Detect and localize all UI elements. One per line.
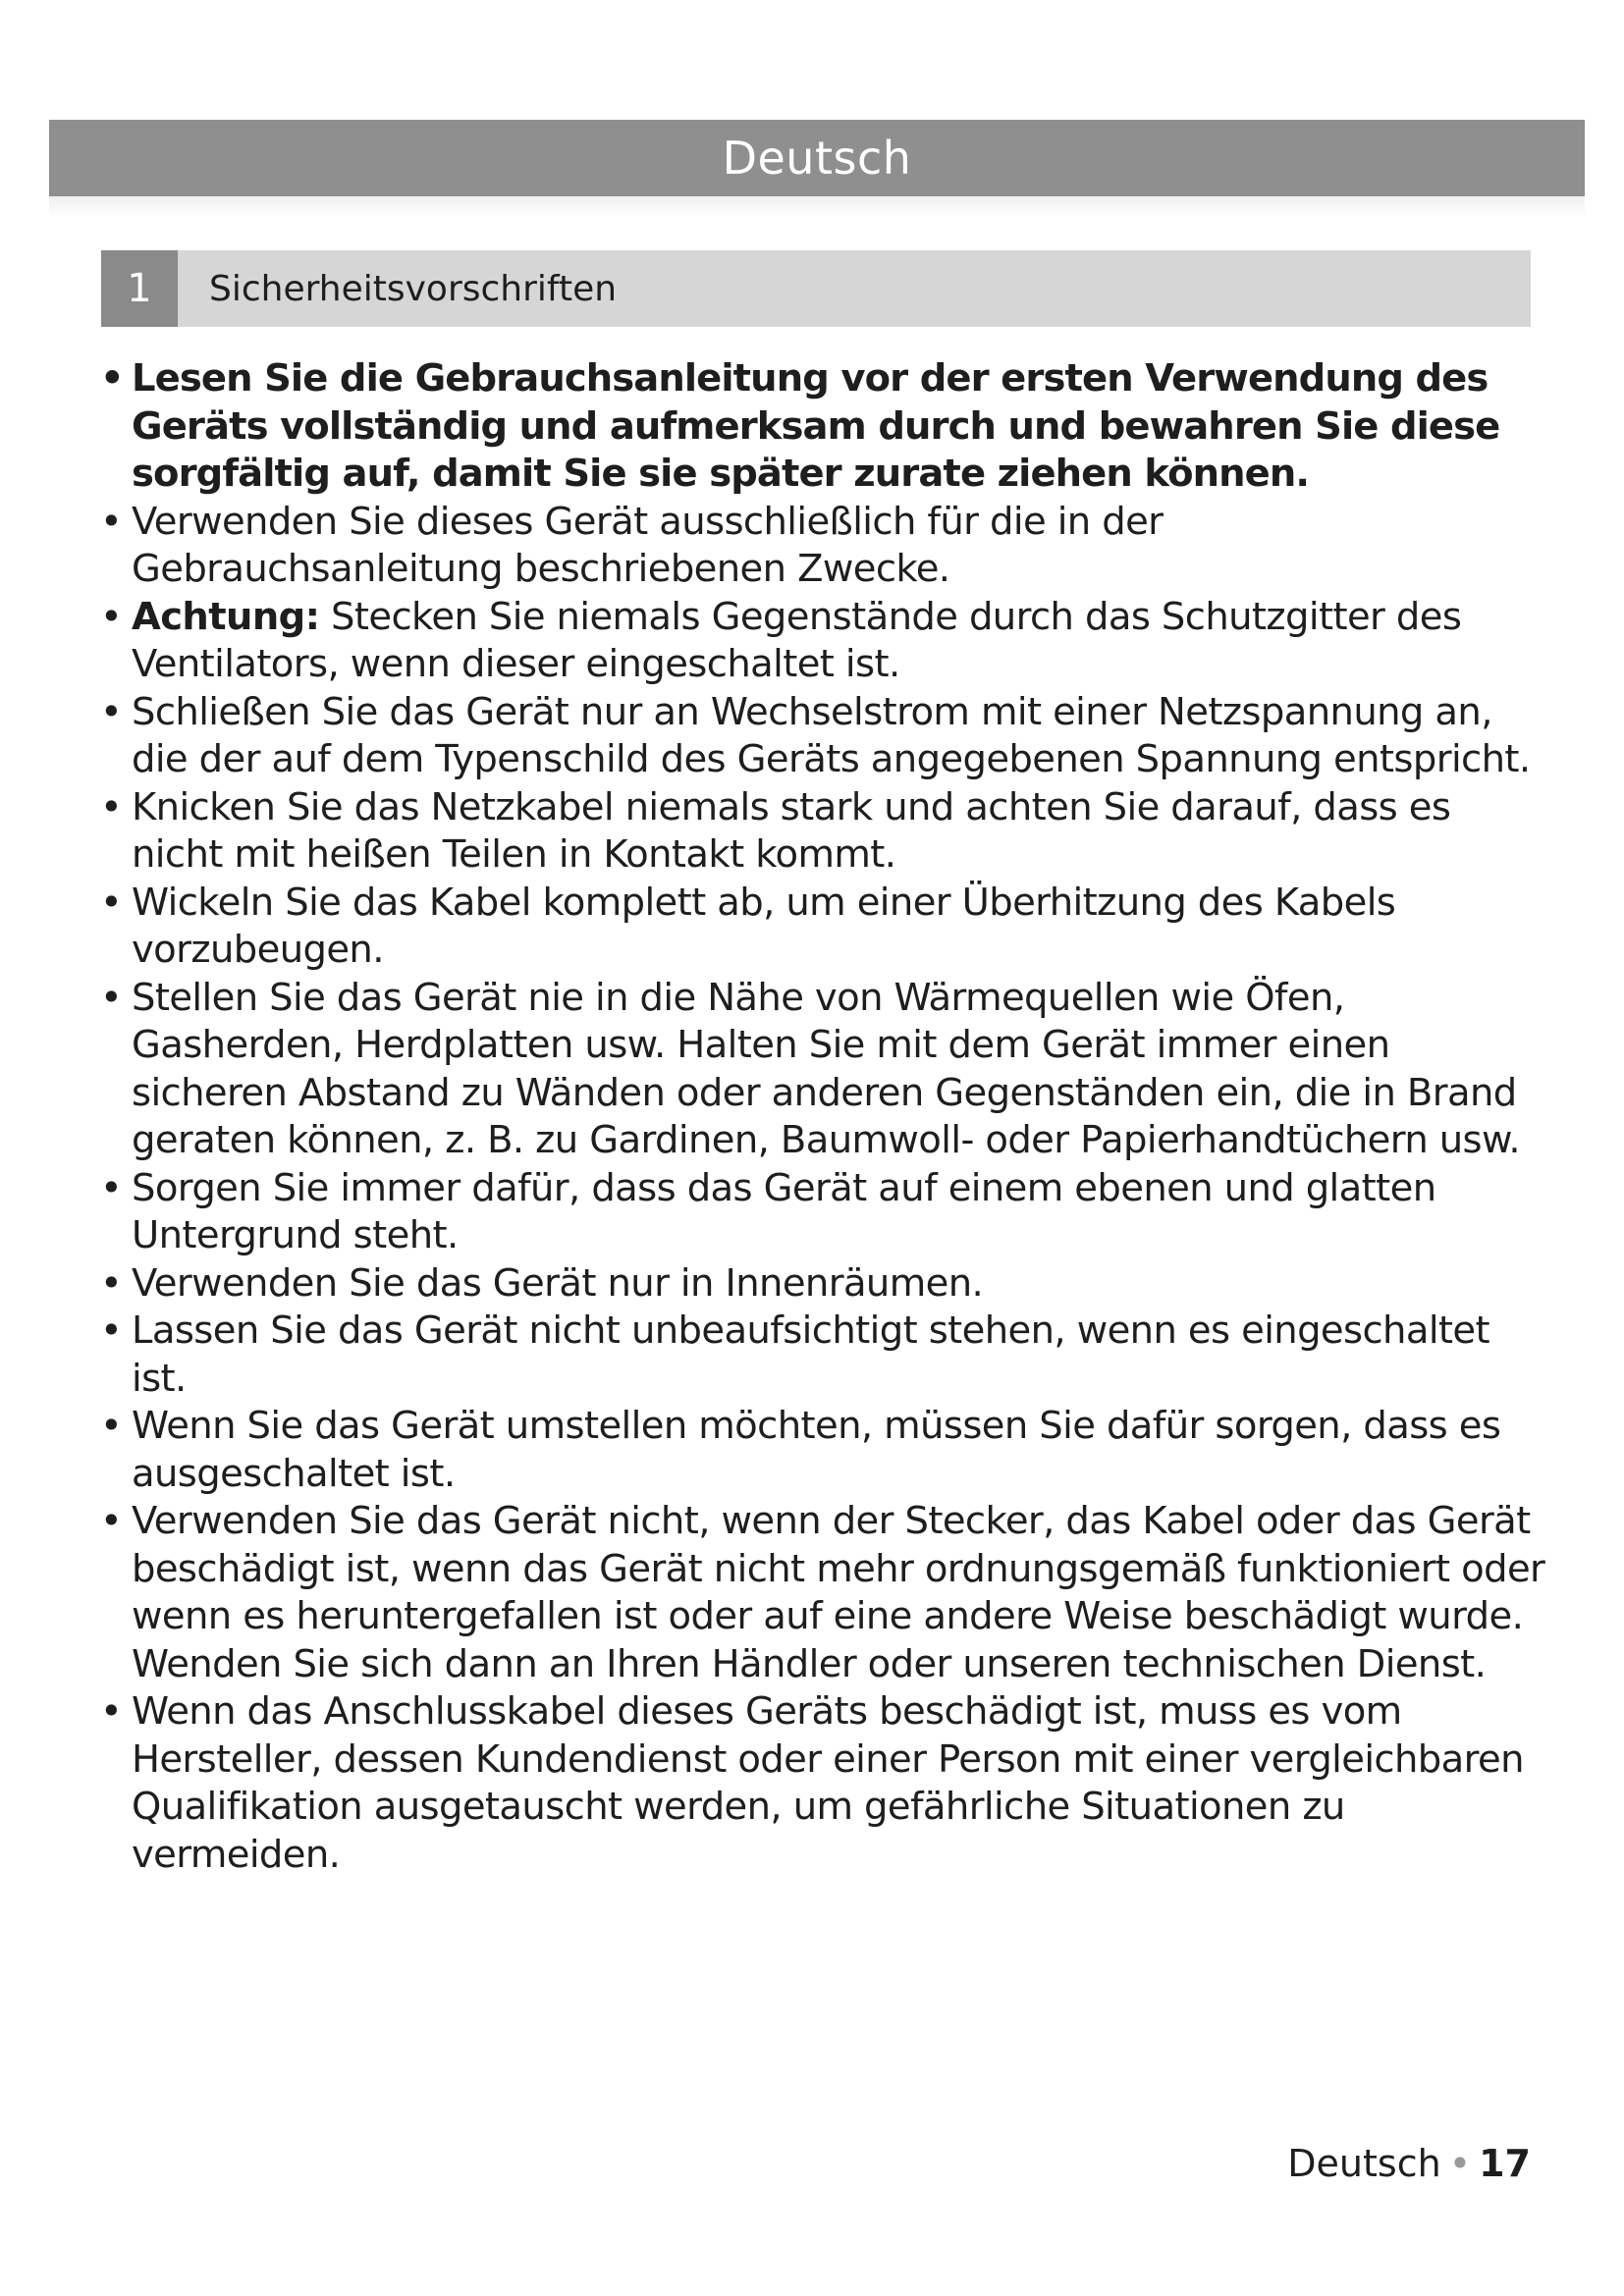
list-item [0,594,1545,689]
list-item [0,1498,1545,1688]
bullet-icon: • [100,975,123,1020]
bullet-icon: • [100,356,124,400]
list-item-text: Lassen Sie das Gerät nicht unbeaufsichtigt stehen, wenn es eingeschaltet ist. [132,1308,1490,1401]
list-item-text: Verwenden Sie dieses Gerät ausschließlich für die in der Gebrauchsanleitung beschriebenen Zwecke. [132,499,1164,591]
safety-instructions-list [0,355,1545,1879]
footer-language: Deutsch [1287,2142,1441,2185]
list-item-text: Lesen Sie die Gebrauchsanleitung vor der ersten Verwendung des Geräts vollständig und aufmerksam durch und bewahren Sie diese sorgfältig auf, damit Sie sie später zurate ziehen können. [132,356,1500,496]
list-item [0,880,1545,975]
page-footer [1287,2142,1531,2185]
list-item [0,499,1545,594]
bullet-icon: • [100,1165,123,1210]
list-item-text: Stecken Sie niemals Gegenstände durch das Schutzgitter des Ventilators, wenn dieser eingeschaltet ist. [132,594,1462,686]
bullet-icon: • [100,594,123,639]
list-item-text: Wenn das Anschlusskabel dieses Geräts beschädigt ist, muss es vom Hersteller, dessen Kundendienst oder einer Person mit einer vergleichbaren Qualifikation ausgetauscht werden, um gefährliche Situationen zu vermeiden. [132,1689,1524,1877]
footer-separator: • [1448,2142,1472,2185]
list-item [0,784,1545,880]
list-item [0,1688,1545,1879]
language-banner [49,120,1585,196]
bullet-icon: • [100,1308,123,1353]
bullet-icon: • [100,880,123,925]
list-item-text: Wickeln Sie das Kabel komplett ab, um einer Überhitzung des Kabels vorzubeugen. [132,880,1396,972]
list-item-text: Knicken Sie das Netzkabel niemals stark und achten Sie darauf, dass es nicht mit heißen Teilen in Kontakt kommt. [132,784,1451,877]
list-item [0,1260,1545,1308]
section-title: Sicherheitsvorschriften [209,268,618,309]
list-item-text: Wenn Sie das Gerät umstellen möchten, müssen Sie dafür sorgen, dass es ausgeschaltet ist. [132,1404,1501,1496]
bullet-icon: • [100,1404,123,1448]
list-item-text: Stellen Sie das Gerät nie in die Nähe von Wärmequellen wie Öfen, Gasherden, Herdplatten usw. Halten Sie mit dem Gerät immer einen sicheren Abstand zu Wänden oder anderen Gegenständen ein, die in Brand geraten können, z. B. zu Gardinen, Baumwoll- oder Papierhandtüchern usw. [132,975,1521,1162]
warning-lead: Achtung: [132,594,320,639]
bullet-icon: • [100,1689,123,1734]
language-banner-label: Deutsch [722,132,912,185]
section-header [101,250,1531,327]
bullet-icon: • [100,1499,123,1543]
bullet-icon: • [100,1260,123,1306]
page-number: 17 [1479,2142,1531,2185]
list-item [0,689,1545,784]
list-item-text: Schließen Sie das Gerät nur an Wechselstrom mit einer Netzspannung an, die der auf dem Typenschild des Geräts angegebenen Spannung entspricht. [132,689,1531,781]
list-item-text: Verwenden Sie das Gerät nicht, wenn der Stecker, das Kabel oder das Gerät beschädigt ist, wenn das Gerät nicht mehr ordnungsgemäß funktioniert oder wenn es heruntergefallen ist oder auf eine andere Weise beschädigt wurde. Wenden Sie sich dann an Ihren Händler oder unseren technischen Dienst. [132,1499,1545,1686]
list-item-text: Verwenden Sie das Gerät nur in Innenräumen. [132,1260,984,1306]
banner-shadow [49,196,1585,218]
section-number: 1 [101,250,178,327]
bullet-icon: • [100,784,123,829]
list-item [0,1308,1545,1403]
list-item [0,1403,1545,1498]
list-item [0,355,1545,499]
list-item [0,975,1545,1165]
bullet-icon: • [100,689,123,734]
list-item-text: Sorgen Sie immer dafür, dass das Gerät auf einem ebenen und glatten Untergrund steht. [132,1165,1436,1257]
bullet-icon: • [100,499,123,544]
list-item [0,1165,1545,1260]
